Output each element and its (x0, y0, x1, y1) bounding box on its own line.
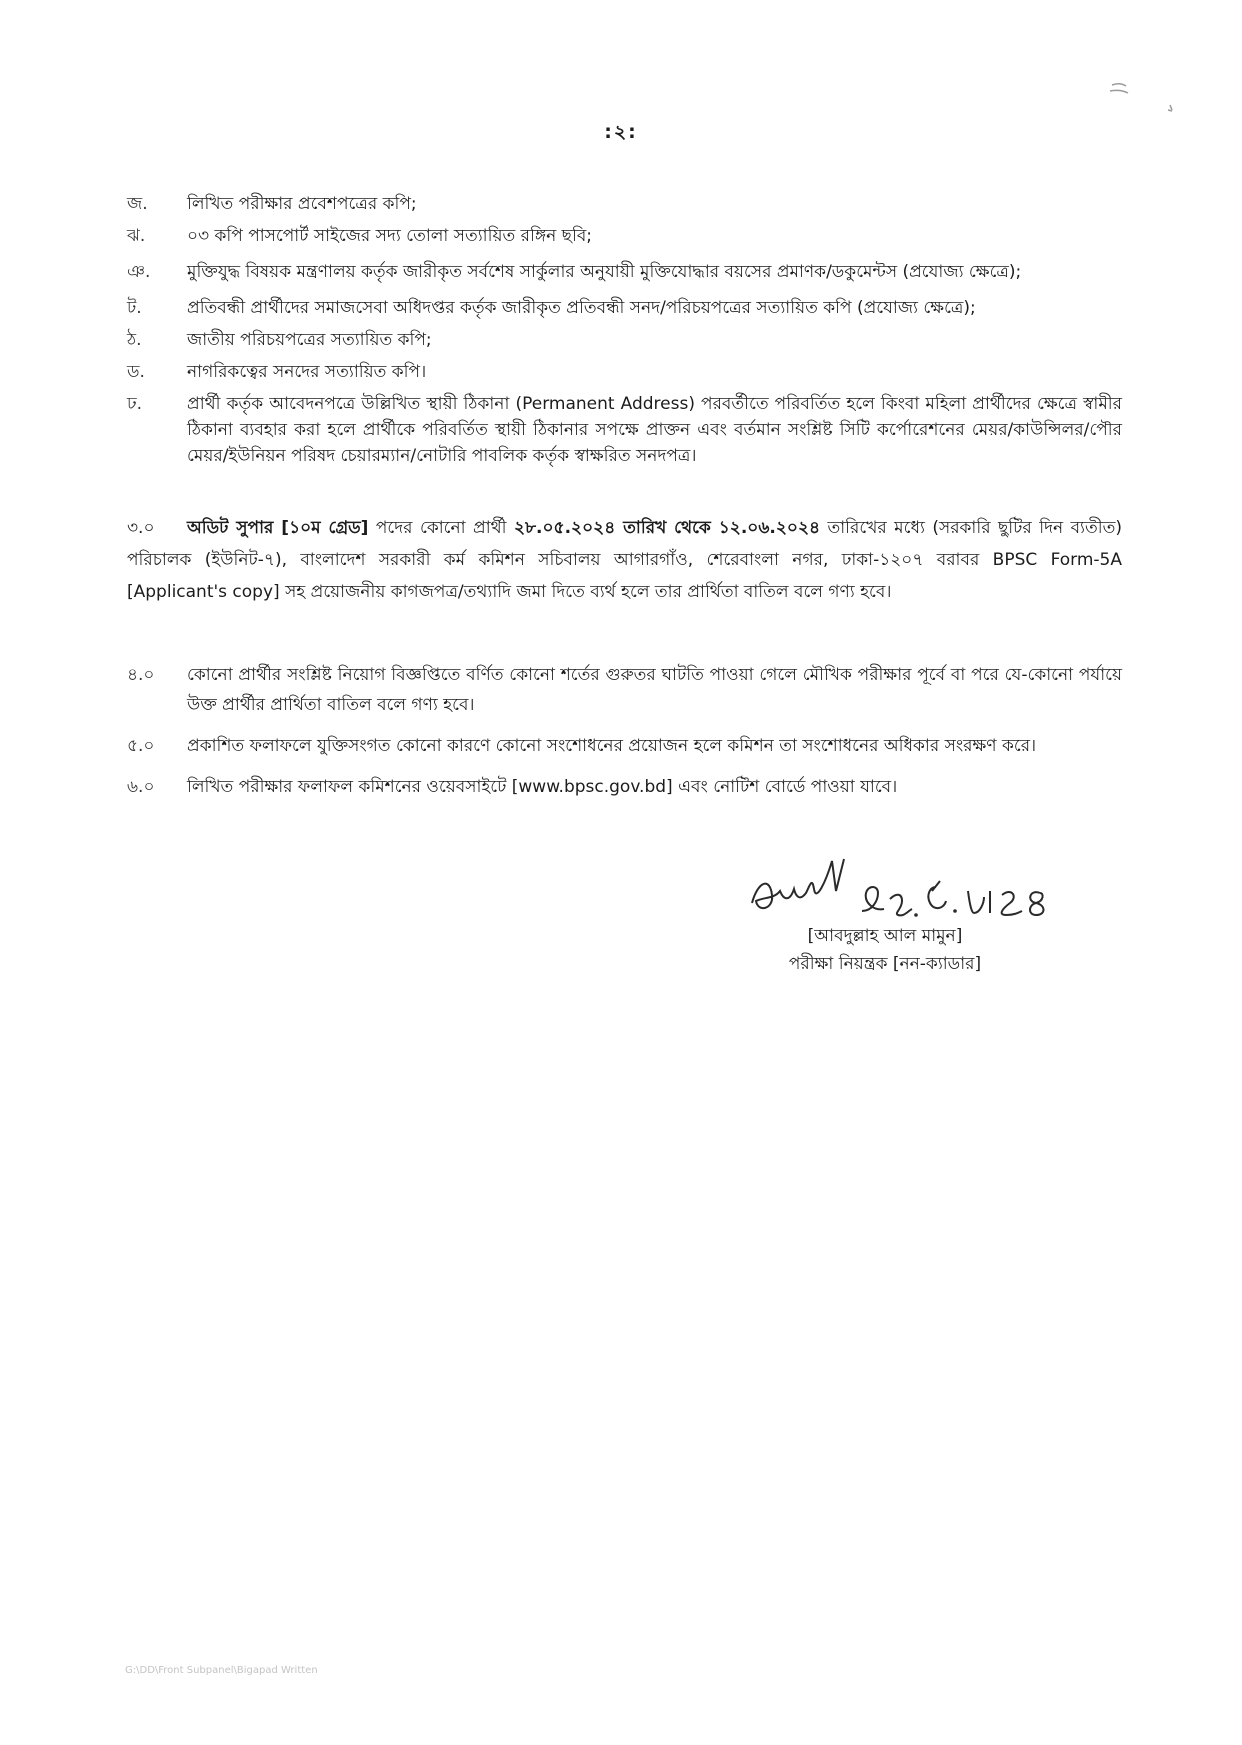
list-item (127, 259, 1122, 285)
item-number: ৫.০ (127, 736, 155, 756)
list-marker: ট. (127, 298, 142, 318)
list-marker: জ. (127, 194, 148, 214)
item-number: ৬.০ (127, 777, 155, 797)
item-number: ৪.০ (127, 665, 155, 685)
paragraph-number: ৩.০ (127, 518, 155, 538)
document-list (127, 191, 1122, 479)
paragraph-text: তারিখের মধ্যে (সরকারি ছুটির দিন ব্যতীত) পরিচালক (ইউনিট-৭), বাংলাদেশ সরকারী কর্ম কমিশন সচিবালয় আগারগাঁও, শেরেবাংলা নগর, ঢাকা-১২০৭ বরাবর BPSC Form-5A [Applicant's copy] সহ প্রয়োজনীয় কাগজপত্র/তথ্যাদি জমা দিতে ব্যর্থ হলে তার প্রার্থিতা বাতিল বলে গণ্য হবে। (127, 518, 1122, 602)
list-marker: ঞ. (127, 262, 151, 282)
handwritten-signature (740, 855, 1160, 925)
list-item (127, 327, 1122, 353)
list-text: প্রার্থী কর্তৃক আবেদনপত্রে উল্লিখিত স্থায়ী ঠিকানা (Permanent Address) পরবর্তীতে পরিবর্তিত হলে কিংবা মহিলা প্রার্থীদের ক্ষেত্রে স্বামীর ঠিকানা ব্যবহার করা হলে প্রার্থীকে পরিবর্তিত স্থায়ী ঠিকানার সপক্ষে প্রাক্তন এবং বর্তমান সংশ্লিষ্ট সিটি কর্পোরেশনের মেয়র/কাউন্সিলর/পৌর মেয়র/ইউনিয়ন পরিষদ চেয়ারম্যান/নোটারি পাবলিক কর্তৃক স্বাক্ষরিত সনদপত্র। (187, 394, 1122, 466)
post-name: অডিট সুপার [১০ম গ্রেড] (187, 518, 369, 538)
footer-path: G:\DD\Front Subpanel\Bigapad Written (125, 1665, 318, 1676)
list-marker: ঝ. (127, 226, 146, 246)
list-item (127, 223, 1122, 249)
item-text: কোনো প্রার্থীর সংশ্লিষ্ট নিয়োগ বিজ্ঞপ্তিতে বর্ণিত কোনো শর্তের গুরুতর ঘাটতি পাওয়া গেলে মৌখিক পরীক্ষার পূর্বে বা পরে যে-কোনো পর্যায়ে উক্ত প্রার্থীর প্রার্থিতা বাতিল বলে গণ্য হবে। (187, 665, 1122, 715)
numbered-list (127, 660, 1122, 813)
numbered-item (127, 772, 1122, 802)
signatory-designation: পরীক্ষা নিয়ন্ত্রক [নন-ক্যাডার] (788, 954, 982, 974)
list-marker: ঠ. (127, 330, 142, 350)
page-number: :২: (604, 121, 638, 143)
date-range: ২৮.০৫.২০২৪ তারিখ থেকে ১২.০৬.২০২৪ (513, 518, 821, 538)
paragraph-text: পদের কোনো প্রার্থী (368, 518, 514, 538)
list-text: মুক্তিযুদ্ধ বিষয়ক মন্ত্রণালয় কর্তৃক জারীকৃত সর্বশেষ সার্কুলার অনুযায়ী মুক্তিযোদ্ধার বয়সের প্রমাণক/ডকুমেন্টস (প্রযোজ্য ক্ষেত্রে); (187, 262, 1022, 282)
list-text: প্রতিবন্ধী প্রার্থীদের সমাজসেবা অধিদপ্তর কর্তৃক জারীকৃত প্রতিবন্ধী সনদ/পরিচয়পত্রের সত্যায়িত কপি (প্রযোজ্য ক্ষেত্রে); (187, 298, 976, 318)
item-text: প্রকাশিত ফলাফলে যুক্তিসংগত কোনো কারণে কোনো সংশোধনের প্রয়োজন হলে কমিশন তা সংশোধনের অধিকার সংরক্ষণ করে। (187, 736, 1037, 756)
list-item (127, 191, 1122, 217)
list-text: জাতীয় পরিচয়পত্রের সত্যায়িত কপি; (187, 330, 432, 350)
list-text: লিখিত পরীক্ষার প্রবেশপত্রের কপি; (187, 194, 417, 214)
numbered-item (127, 731, 1122, 761)
signatory-block (735, 922, 1035, 978)
paragraph-3 (127, 512, 1122, 608)
signatory-name: [আবদুল্লাহ আল মামুন] (807, 926, 963, 946)
list-text: ০৩ কপি পাসপোর্ট সাইজের সদ্য তোলা সত্যায়িত রঙ্গিন ছবি; (187, 226, 593, 246)
list-item (127, 391, 1122, 469)
list-item (127, 295, 1122, 321)
item-text: লিখিত পরীক্ষার ফলাফল কমিশনের ওয়েবসাইটে [www.bpsc.gov.bd] এবং নোটিশ বোর্ডে পাওয়া যাবে। (187, 777, 898, 797)
list-text: নাগরিকত্বের সনদের সত্যায়িত কপি। (187, 362, 427, 382)
list-marker: ড. (127, 362, 145, 382)
list-marker: ঢ. (127, 394, 143, 414)
numbered-item (127, 660, 1122, 720)
list-item (127, 359, 1122, 385)
